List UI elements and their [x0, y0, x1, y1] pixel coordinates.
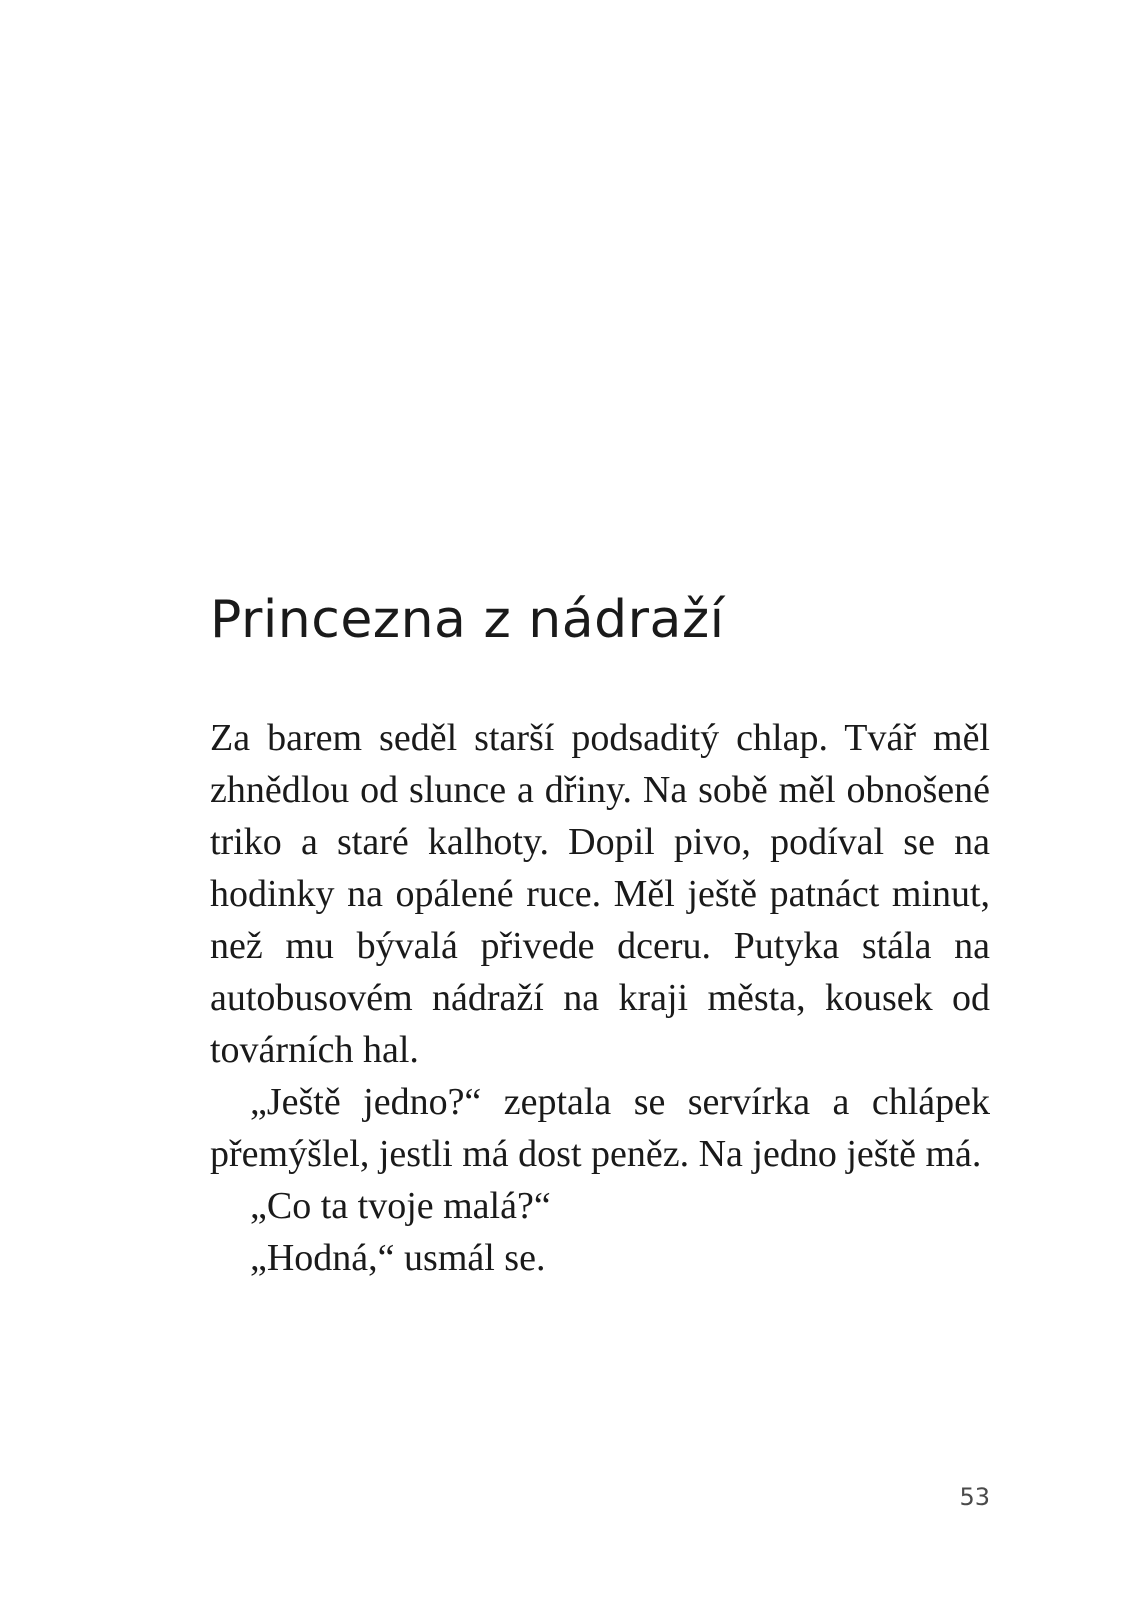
- chapter-title: Princezna z nádraží: [210, 590, 725, 650]
- page-number: 53: [959, 1483, 990, 1511]
- paragraph-1: Za barem seděl starší podsaditý chlap. Tvář měl zhnědlou od slunce a dřiny. Na sobě měl obnošené triko a staré kalhoty. Dopil pivo, podíval se na hodinky na opálené ruce. Měl ještě patnáct minut, než mu bývalá přivede dceru. Putyka stála na autobusovém nádraží na kraji města, kousek od továrních hal.: [210, 717, 990, 1071]
- paragraph-3: „Co ta tvoje malá?“: [250, 1185, 551, 1227]
- paragraph-2: „Ještě jedno?“ zeptala se servírka a chlápek přemýšlel, jestli má dost peněz. Na jedno ještě má.: [210, 1081, 990, 1175]
- paragraph-4: „Hodná,“ usmál se.: [250, 1237, 546, 1279]
- body-text: [210, 712, 990, 1284]
